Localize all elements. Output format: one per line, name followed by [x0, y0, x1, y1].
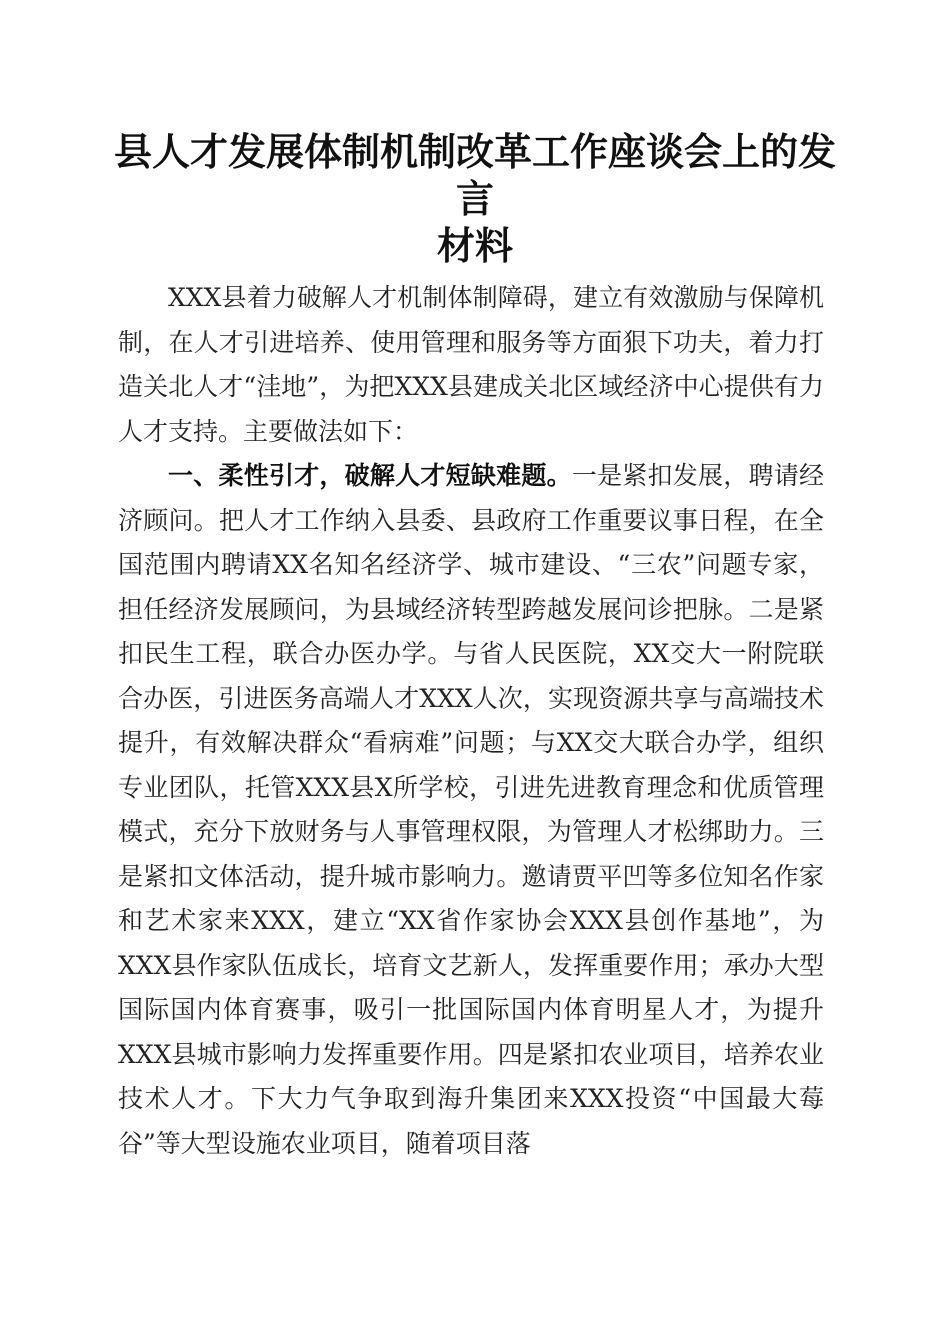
document-body — [118, 276, 824, 1166]
title-line-2: 材料 — [436, 223, 513, 268]
section-1-heading: 一、柔性引才，破解人才短缺难题。 — [168, 461, 572, 490]
intro-paragraph: XXX县着力破解人才机制体制障碍，建立有效激励与保障机制，在人才引进培养、使用管理和服务等方面狠下功夫，着力打造关北人才“洼地”，为把XXX县建成关北区域经济中心提供有力人才支持。主要做法如下： — [118, 283, 824, 446]
section-1-paragraph — [118, 454, 824, 1166]
title-line-1: 县人才发展体制机制改革工作座谈会上的发言 — [113, 129, 836, 221]
document-title — [100, 128, 850, 269]
section-1-body: 一是紧扣发展，聘请经济顾问。把人才工作纳入县委、县政府工作重要议事日程，在全国范围内聘请XX名知名经济学、城市建设、“三农”问题专家，担任经济发展顾问，为县域经济转型跨越发展问诊把脉。二是紧扣民生工程，联合办医办学。与省人民医院，XX交大一附院联合办医，引进医务高端人才XXX人次，实现资源共享与高端技术提升，有效解决群众“看病难”问题；与XX交大联合办学，组织专业团队，托管XXX县X所学校，引进先进教育理念和优质管理模式，充分下放财务与人事管理权限，为管理人才松绑助力。三是紧扣文体活动，提升城市影响力。邀请贾平凹等多位知名作家和艺术家来XXX，建立“XX省作家协会XXX县创作基地”，为XXX县作家队伍成长，培育文艺新人，发挥重要作用；承办大型国际国内体育赛事，吸引一批国际国内体育明星人才，为提升XXX县城市影响力发挥重要作用。四是紧扣农业项目，培养农业技术人才。下大力气争取到海升集团来XXX投资“中国最大莓谷”等大型设施农业项目，随着项目落 — [118, 461, 824, 1158]
